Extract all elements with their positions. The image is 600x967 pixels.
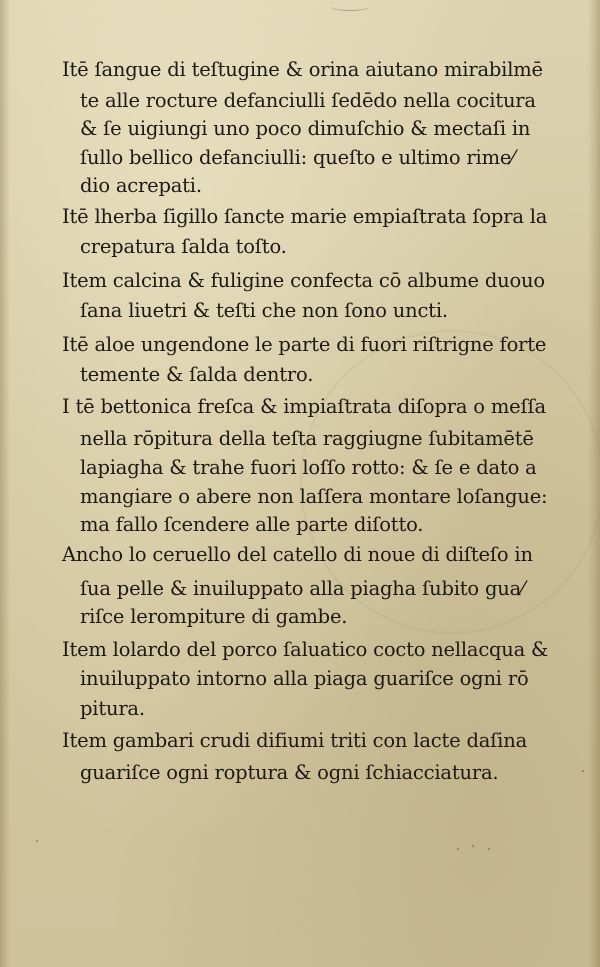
text-line: nella rōpitura della teſta raggiugne ſubitamētē bbox=[80, 427, 534, 450]
text-line: mangiare o abere non laſſera montare loſangue: bbox=[80, 485, 548, 508]
text-line: te alle rocture defanciulli ſedēdo nella cocitura bbox=[80, 89, 536, 112]
text-line: Item lolardo del porco ſaluatico cocto nellacqua & bbox=[62, 638, 549, 661]
text-line: ma fallo ſcendere alle parte diſotto. bbox=[80, 513, 424, 536]
text-line: riſce lerompiture di gambe. bbox=[80, 605, 348, 628]
text-line: & ſe uigiungi uno poco dimuſchio & mectaſi in bbox=[80, 117, 531, 140]
ink-speck bbox=[457, 848, 459, 850]
text-line: ſana liuetri & teſti che non ſono uncti. bbox=[80, 299, 448, 322]
text-line: guariſce ogni roptura & ogni ſchiacciatura. bbox=[80, 761, 499, 784]
ink-speck bbox=[582, 770, 584, 772]
ink-speck bbox=[36, 840, 38, 842]
text-line: temente & ſalda dentro. bbox=[80, 363, 314, 386]
ink-speck bbox=[472, 845, 474, 847]
text-line: lapiagha & trahe fuori loſſo rotto: & ſe e dato a bbox=[80, 456, 537, 479]
text-line: crepatura ſalda toſto. bbox=[80, 235, 287, 258]
text-line: ſullo bellico defanciulli: queſto e ultimo rime⁄ bbox=[80, 146, 515, 169]
text-line: ſua pelle & inuiluppato alla piagha ſubito gua⁄ bbox=[80, 577, 525, 600]
text-line: dio acrepati. bbox=[80, 174, 202, 197]
text-line: Itē ſangue di teſtugine & orina aiutano mirabilmē bbox=[62, 58, 543, 81]
text-line: Itē aloe ungendone le parte di fuori riſtrigne forte bbox=[62, 333, 547, 356]
text-line: Item calcina & fuligine confecta cō albume duouo bbox=[62, 269, 545, 292]
text-line: Ancho lo ceruello del catello di noue di diſteſo in bbox=[62, 543, 533, 566]
text-line: inuiluppato intorno alla piaga guariſce ogni rō bbox=[80, 667, 529, 690]
text-line: Itē lherba ſigillo ſancte marie empiaſtrata ſopra la bbox=[62, 205, 548, 228]
text-line: Item gambari crudi difiumi triti con lacte daſina bbox=[62, 729, 527, 752]
ink-speck bbox=[488, 848, 490, 850]
text-line: I tē bettonica freſca & impiaſtrata diſopra o meſſa bbox=[62, 395, 546, 418]
text-line: pitura. bbox=[80, 697, 145, 720]
